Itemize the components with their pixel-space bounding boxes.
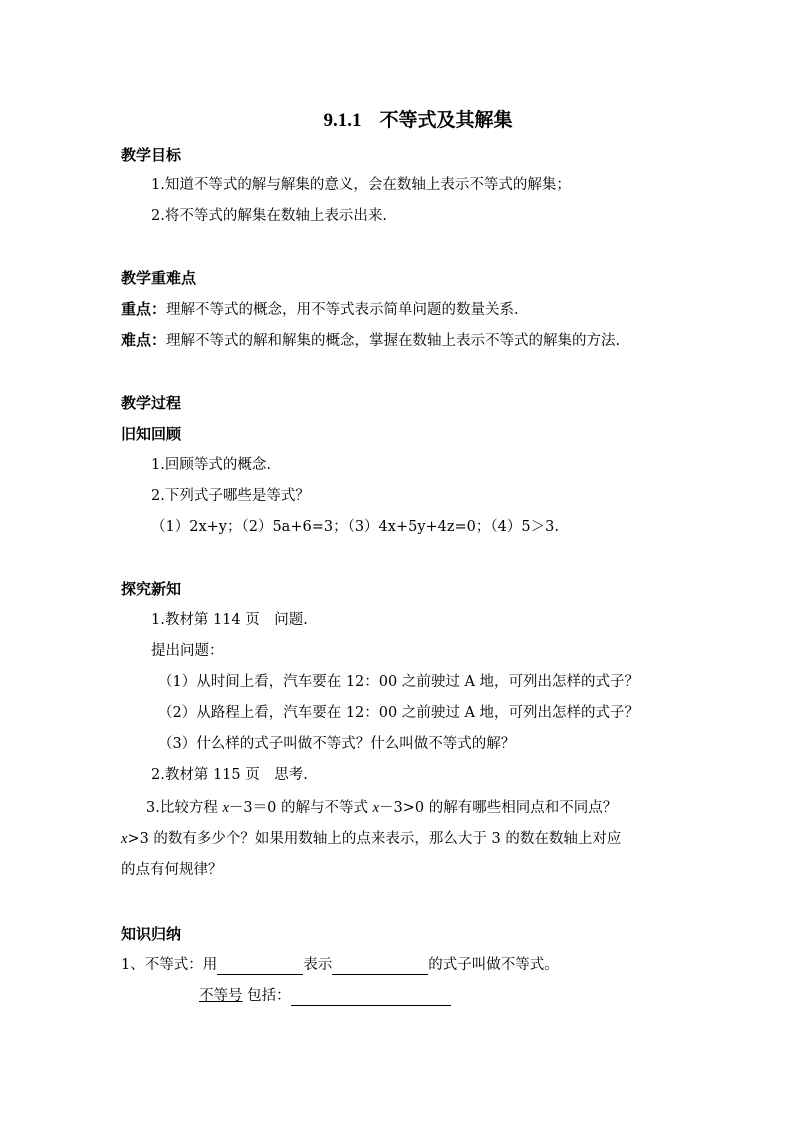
explore-question-2: （2）从路程上看，汽车要在 12：00 之前驶过 A 地，可列出怎样的式子？ [158, 705, 640, 721]
focus-label: 重点： [121, 300, 167, 318]
explore-heading: 探究新知 [121, 580, 182, 598]
fill-blank-2[interactable] [332, 958, 428, 975]
item3-part-c: －3>0 的解有哪些相同点和不同点？ [379, 800, 618, 816]
review-item-1: 1.回顾等式的概念. [151, 457, 271, 473]
variable-x: x [222, 800, 229, 816]
process-heading: 教学过程 [121, 394, 182, 412]
review-item-2: 2.下列式子哪些是等式？ [151, 488, 310, 504]
review-examples: （1）2x+y；（2）5a+6=3；（3）4x+5y+4z=0；（4）5＞3. [151, 519, 559, 535]
explore-question-3: （3）什么样的式子叫做不等式？什么叫做不等式的解？ [158, 736, 516, 752]
summary-line1-b: 表示 [303, 957, 333, 973]
explore-item-3-line-3: 的点有何规律？ [121, 862, 223, 878]
summary-line-1 [121, 955, 559, 975]
fill-blank-1[interactable] [217, 958, 303, 975]
summary-line1-c: 的式子叫做不等式。 [428, 957, 559, 973]
difficulty-text: 理解不等式的解和解集的概念，掌握在数轴上表示不等式的解集的方法. [166, 333, 621, 349]
goal-item-2: 2.将不等式的解集在数轴上表示出来. [151, 208, 387, 224]
title-text: 不等式及其解集 [379, 109, 513, 131]
explore-question-1: （1）从时间上看，汽车要在 12：00 之前驶过 A 地，可列出怎样的式子？ [158, 674, 640, 690]
keypoints-heading: 教学重难点 [121, 269, 197, 287]
goals-heading: 教学目标 [121, 146, 182, 164]
section-number: 9.1.1 [323, 110, 362, 131]
focus-text: 理解不等式的概念，用不等式表示简单问题的数量关系. [166, 302, 519, 318]
inequality-sign-label: 不等号 [199, 988, 243, 1004]
goal-item-1: 1.知道不等式的解与解集的意义，会在数轴上表示不等式的解集； [151, 177, 571, 193]
fill-blank-3[interactable] [291, 989, 451, 1006]
explore-item-1: 1.教材第 114 页 问题. [151, 612, 308, 628]
summary-line2-b: 包括： [247, 988, 291, 1004]
summary-line1-a: 1、不等式：用 [121, 957, 218, 973]
explore-item-2: 2.教材第 115 页 思考. [151, 767, 308, 783]
explore-prompt: 提出问题： [151, 643, 224, 659]
page-title [0, 105, 794, 132]
focus-line [121, 299, 519, 320]
explore-item-3 [146, 798, 617, 818]
item3-line2-text: >3 的数有多少个？如果用数轴上的点来表示，那么大于 3 的数在数轴上对应 [127, 831, 622, 847]
difficulty-line [121, 330, 620, 351]
item3-part-a: 3.比较方程 [146, 800, 223, 816]
item3-part-b: －3＝0 的解与不等式 [228, 800, 373, 816]
review-heading: 旧知回顾 [121, 425, 182, 443]
explore-item-3-line-2 [121, 829, 621, 849]
summary-line-2 [199, 986, 451, 1006]
summary-heading: 知识归纳 [121, 925, 182, 943]
variable-x: x [121, 831, 128, 847]
variable-x: x [372, 800, 379, 816]
difficulty-label: 难点： [121, 331, 167, 349]
